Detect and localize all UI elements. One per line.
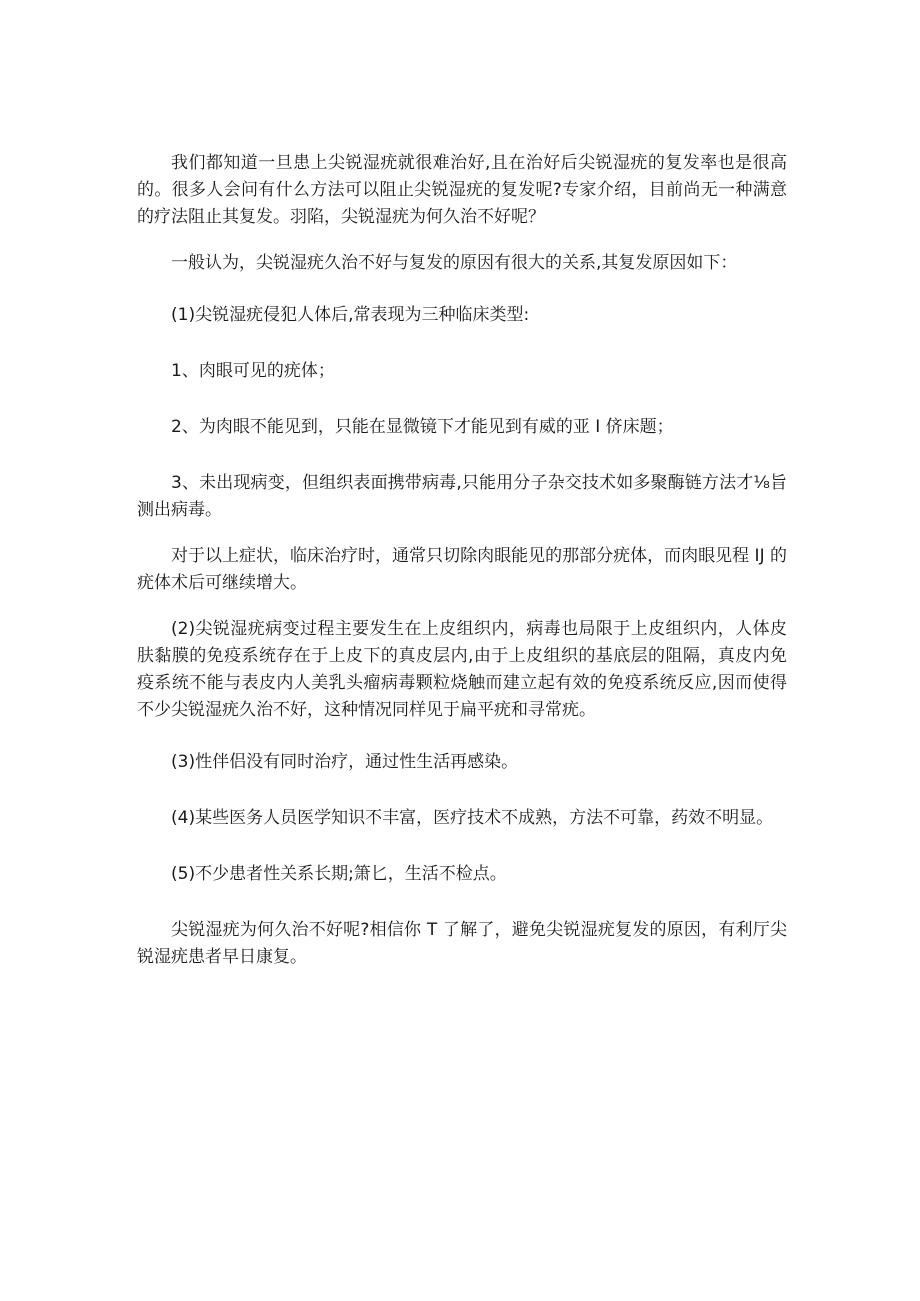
intro-paragraph: 我们都知道一旦患上尖锐湿疣就很难治好,且在治好后尖锐湿疣的复发率也是很高的。很多人会问有什么方法可以阻止尖锐湿疣的复发呢?专家介绍，目前尚无一种满意的疗法阻止其复发。羽陷，尖锐湿疣为何久治不好呢？ [137, 153, 787, 227]
treatment-paragraph: 对于以上症状，临床治疗时，通常只切除肉眼能见的那部分疣体，而肉眼见程 IJ 的疣体术后可继续增大。 [137, 546, 787, 593]
type-3-paragraph: 3、未出现病变，但组织表面携带病毒,只能用分子杂交技术如多聚酶链方法才⅛旨测出病毒。 [137, 473, 787, 520]
cause-2-paragraph: (2)尖锐湿疣病变过程主要发生在上皮组织内，病毒也局限于上皮组织内，人体皮肤黏膜的免疫系统存在于上皮下的真皮层内,由于上皮组织的基底层的阻隔，真皮内免疫系统不能与表皮内人美乳头瘤病毒颗粒烧触而建立起有效的免疫系统反应,因而使得不少尖锐湿疣久治不好，这种情况同样见于扁平疣和寻常疣。 [137, 619, 787, 720]
cause-4-paragraph: (4)某些医务人员医学知识不丰富，医疗技术不成熟，方法不可靠，药效不明显。 [171, 808, 774, 828]
cause-5-paragraph: (5)不少患者性关系长期;箫匕，生活不检点。 [171, 864, 507, 884]
conclusion-paragraph: 尖锐湿疣为何久治不好呢?相信你 T 了解了，避免尖锐湿疣复发的原因，有利厅尖锐湿疣患者早日康复。 [137, 920, 787, 967]
cause-1-paragraph: (1)尖锐湿疣侵犯人体后,常表现为三种临床类型: [171, 305, 530, 325]
document-body [137, 150, 787, 971]
cause-intro-paragraph: 一般认为，尖锐湿疣久治不好与复发的原因有很大的关系,其复发原因如下： [171, 253, 738, 273]
type-1-paragraph: 1、肉眼可见的疣体； [171, 361, 335, 381]
type-2-paragraph: 2、为肉眼不能见到，只能在显微镜下才能见到有威的亚 I 侪床题； [171, 417, 674, 437]
cause-3-paragraph: (3)性伴侣没有同时治疗，通过性生活再感染。 [171, 752, 519, 772]
